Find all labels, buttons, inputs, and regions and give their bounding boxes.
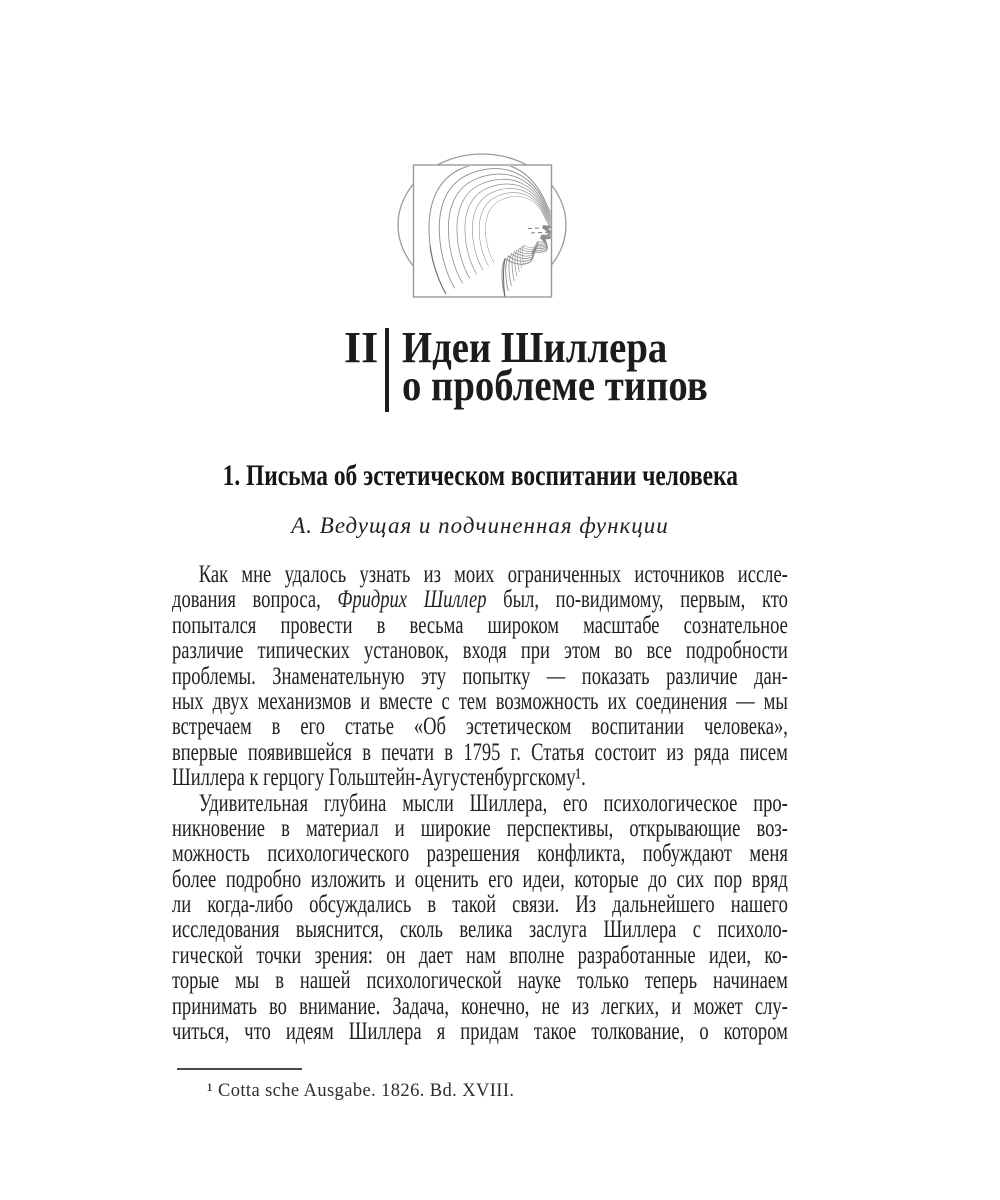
- text-segment: более подробно изложить и оценить его идеи, которые до сих пор вряд: [172, 865, 788, 893]
- text-segment: гической точки зрения: он дает нам вполне разработанные идеи, ко-: [172, 941, 788, 969]
- text-line: [172, 917, 788, 942]
- text-segment: принимать во внимание. Задача, конечно, не из легких, и может слу-: [172, 992, 788, 1020]
- text-segment: дования вопроса,: [172, 586, 338, 614]
- text-line: [172, 1019, 788, 1044]
- text-segment: проблемы. Знаменательную эту попытку — показать различие дан-: [172, 662, 788, 690]
- text-line: [172, 943, 788, 968]
- text-line: [172, 689, 788, 714]
- text-segment: встречаем в его статье «Об эстетическом воспитании человека»,: [172, 713, 788, 741]
- chapter-title-line-2: о проблеме типов: [402, 361, 708, 410]
- text-segment: различие типических установок, входя при этом во все подробности: [172, 637, 788, 665]
- text-line: [172, 791, 788, 816]
- text-line: [172, 664, 788, 689]
- text-line: [172, 968, 788, 993]
- text-line: [172, 867, 788, 892]
- chapter-title-line-1: Идеи Шиллера: [402, 323, 668, 372]
- chapter-divider-bar: [385, 328, 389, 412]
- text-segment: был, по-видимому, первым, кто: [486, 586, 788, 614]
- text-segment: читься, что идеям Шиллера я придам такое толкование, о котором: [172, 1018, 788, 1046]
- text-segment: Шиллера к герцогу Гольштейн-Аугустенбургскому¹.: [172, 764, 586, 792]
- text-line: [172, 841, 788, 866]
- text-line: [172, 638, 788, 663]
- text-line: [172, 765, 788, 790]
- chapter-title: [402, 323, 749, 410]
- text-segment: Удивительная глубина мысли Шиллера, его психологическое про-: [198, 789, 788, 817]
- text-line: [172, 994, 788, 1019]
- text-segment: попытался провести в весьма широком масштабе сознательное: [172, 611, 788, 639]
- text-segment: никновение в материал и широкие перспективы, открывающие воз-: [172, 814, 788, 842]
- section-subheading: А. Ведущая и подчиненная функции: [291, 513, 669, 538]
- footnote-rule: [177, 1068, 302, 1070]
- text-segment: исследования выяснится, сколь велика заслуга Шиллера с психоло-: [172, 916, 788, 944]
- section-heading: [172, 459, 788, 493]
- footnote: ¹ Cotta sche Ausgabe. 1826. Bd. XVIII.: [207, 1081, 515, 1101]
- chapter-number: II: [344, 323, 379, 372]
- body-text: [172, 562, 788, 1044]
- text-segment: торые мы в нашей психологической науке только теперь начинаем: [172, 967, 788, 995]
- text-line: [172, 816, 788, 841]
- text-line: [172, 587, 788, 612]
- text-line: [172, 562, 788, 587]
- text-segment: ли когда-либо обсуждались в такой связи. Из дальнейшего нашего: [172, 891, 788, 919]
- text-line: [172, 714, 788, 739]
- text-segment: можность психологического разрешения конфликта, побуждают меня: [172, 840, 788, 868]
- section-heading-text: 1. Письма об эстетическом воспитании человека: [222, 459, 738, 492]
- text-line: [172, 892, 788, 917]
- text-segment: Как мне удалось узнать из моих ограниченных источников иссле-: [198, 561, 788, 588]
- text-segment: ных двух механизмов и вместе с тем возможность их соединения — мы: [172, 687, 788, 715]
- text-segment: впервые появившейся в печати в 1795 г. Статья состоит из ряда писем: [172, 738, 788, 766]
- head-profiles-emblem-icon: [385, 136, 585, 308]
- chapter-heading: [344, 323, 750, 412]
- text-line: [172, 613, 788, 638]
- text-line: [172, 740, 788, 765]
- emphasized-text: Фридрих Шиллер: [337, 586, 487, 614]
